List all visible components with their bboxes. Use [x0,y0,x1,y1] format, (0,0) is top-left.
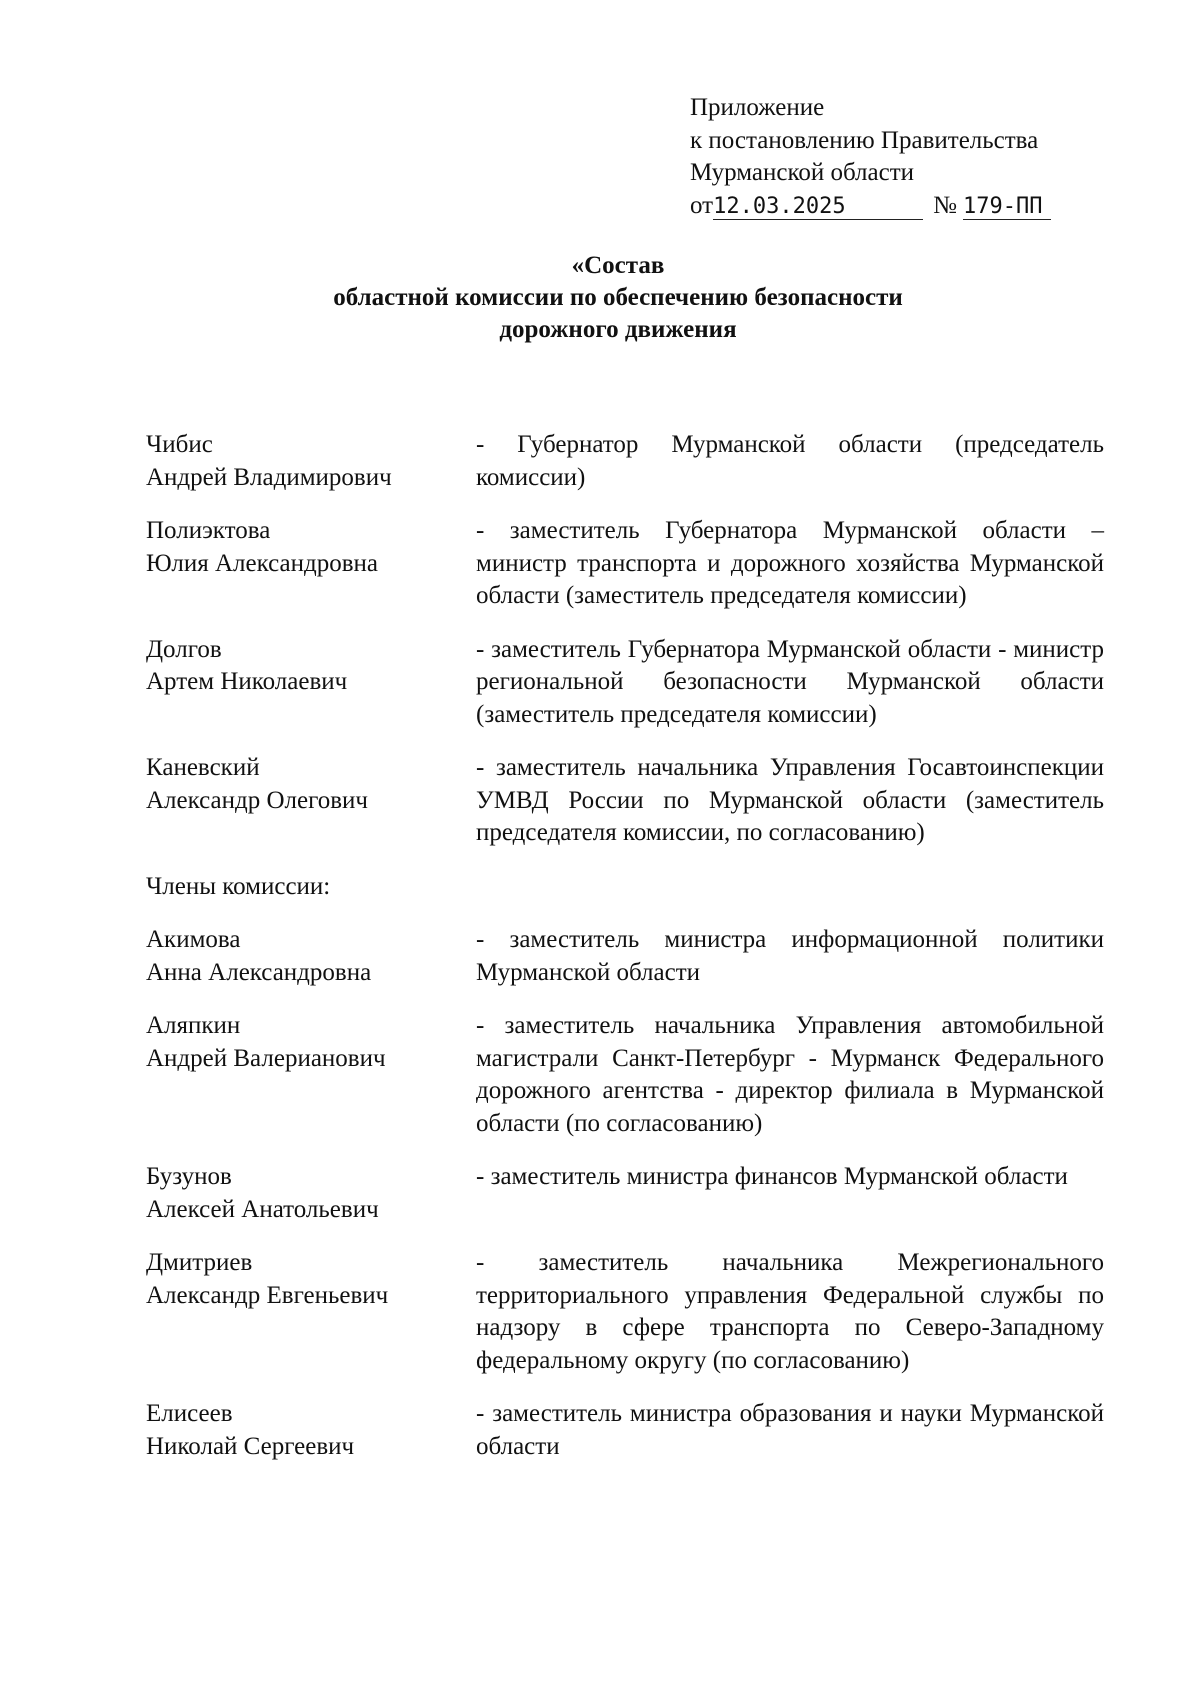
appendix-date-number-line [690,190,1051,223]
roster-entry [146,1247,1106,1377]
person-name [146,1010,476,1140]
title-line-1: «Состав [571,252,665,279]
given-names: Андрей Валерианович [146,1044,386,1072]
position-description: - заместитель начальника Межрегионального территориального управления Федеральной службы по надзору в сфере транспорта по Северо-Западному федеральному округу (по согласованию) [476,1249,1104,1374]
appendix-title: Приложение [690,94,825,121]
appendix-header [690,92,1051,222]
position-description: - заместитель начальника Управления автомобильной магистрали Санкт-Петербург - Мурманск Федерального дорожного агентства - директор филиала в Мурманской области (по согласованию) [476,1012,1104,1137]
given-names: Александр Олегович [146,786,369,814]
position-description: - заместитель министра образования и науки Мурманской области [476,1400,1104,1460]
resolution-number: 179-ПП [963,195,1051,220]
appendix-region: Мурманской области [690,159,915,186]
surname: Бузунов [146,1163,232,1190]
given-names: Юлия Александровна [146,549,378,577]
person-name [146,634,476,732]
surname: Каневский [146,754,260,781]
given-names: Николай Сергеевич [146,1432,355,1460]
surname: Елисеев [146,1400,233,1427]
surname: Долгов [146,635,222,663]
appendix-resolution-ref: к постановлению Правительства [690,126,1039,154]
document-title [0,250,1200,346]
from-label: от [690,191,714,219]
given-names: Артем Николаевич [146,668,348,695]
position-description: - заместитель Губернатора Мурманской области – министр транспорта и дорожного хозяйства Мурманской области (заместитель председателя комиссии) [476,517,1104,609]
surname: Чибис [146,431,213,458]
resolution-date: 12.03.2025 [713,195,923,220]
title-line-2: областной комиссии по обеспечению безопасности [333,284,903,311]
roster-entry [146,1398,1106,1463]
position-description: - заместитель министра информационной политики Мурманской области [476,926,1104,986]
person-name [146,1398,476,1463]
roster-entry [146,752,1106,850]
roster-entry [146,1161,1106,1226]
roster-entry [146,429,1106,494]
title-line-3: дорожного движения [499,316,737,343]
surname: Полиэктова [146,517,271,544]
person-name [146,752,476,850]
given-names: Алексей Анатольевич [146,1195,379,1223]
position-description: - заместитель Губернатора Мурманской области - министр региональной безопасности Мурманской области (заместитель председателя комиссии) [476,635,1104,728]
person-name [146,1161,476,1226]
members-heading: Члены комиссии: [146,872,331,900]
person-name [146,429,476,494]
position-description: - Губернатор Мурманской области (председатель комиссии) [476,431,1104,491]
given-names: Анна Александровна [146,958,372,986]
given-names: Андрей Владимирович [146,463,392,491]
given-names: Александр Евгеньевич [146,1281,389,1309]
surname: Дмитриев [146,1249,253,1276]
roster-entry [146,1010,1106,1140]
roster-entry [146,515,1106,613]
position-description: - заместитель начальника Управления Госавтоинспекции УМВД России по Мурманской области (заместитель председателя комиссии, по согласованию) [476,754,1104,846]
commission-roster [146,429,1106,1484]
surname: Акимова [146,926,241,953]
person-name [146,924,476,989]
roster-entry [146,924,1106,989]
number-label: № [933,191,957,219]
person-name [146,515,476,613]
position-description: - заместитель министра финансов Мурманской области [476,1163,1068,1190]
person-name [146,1247,476,1377]
roster-entry [146,634,1106,732]
surname: Аляпкин [146,1012,241,1039]
